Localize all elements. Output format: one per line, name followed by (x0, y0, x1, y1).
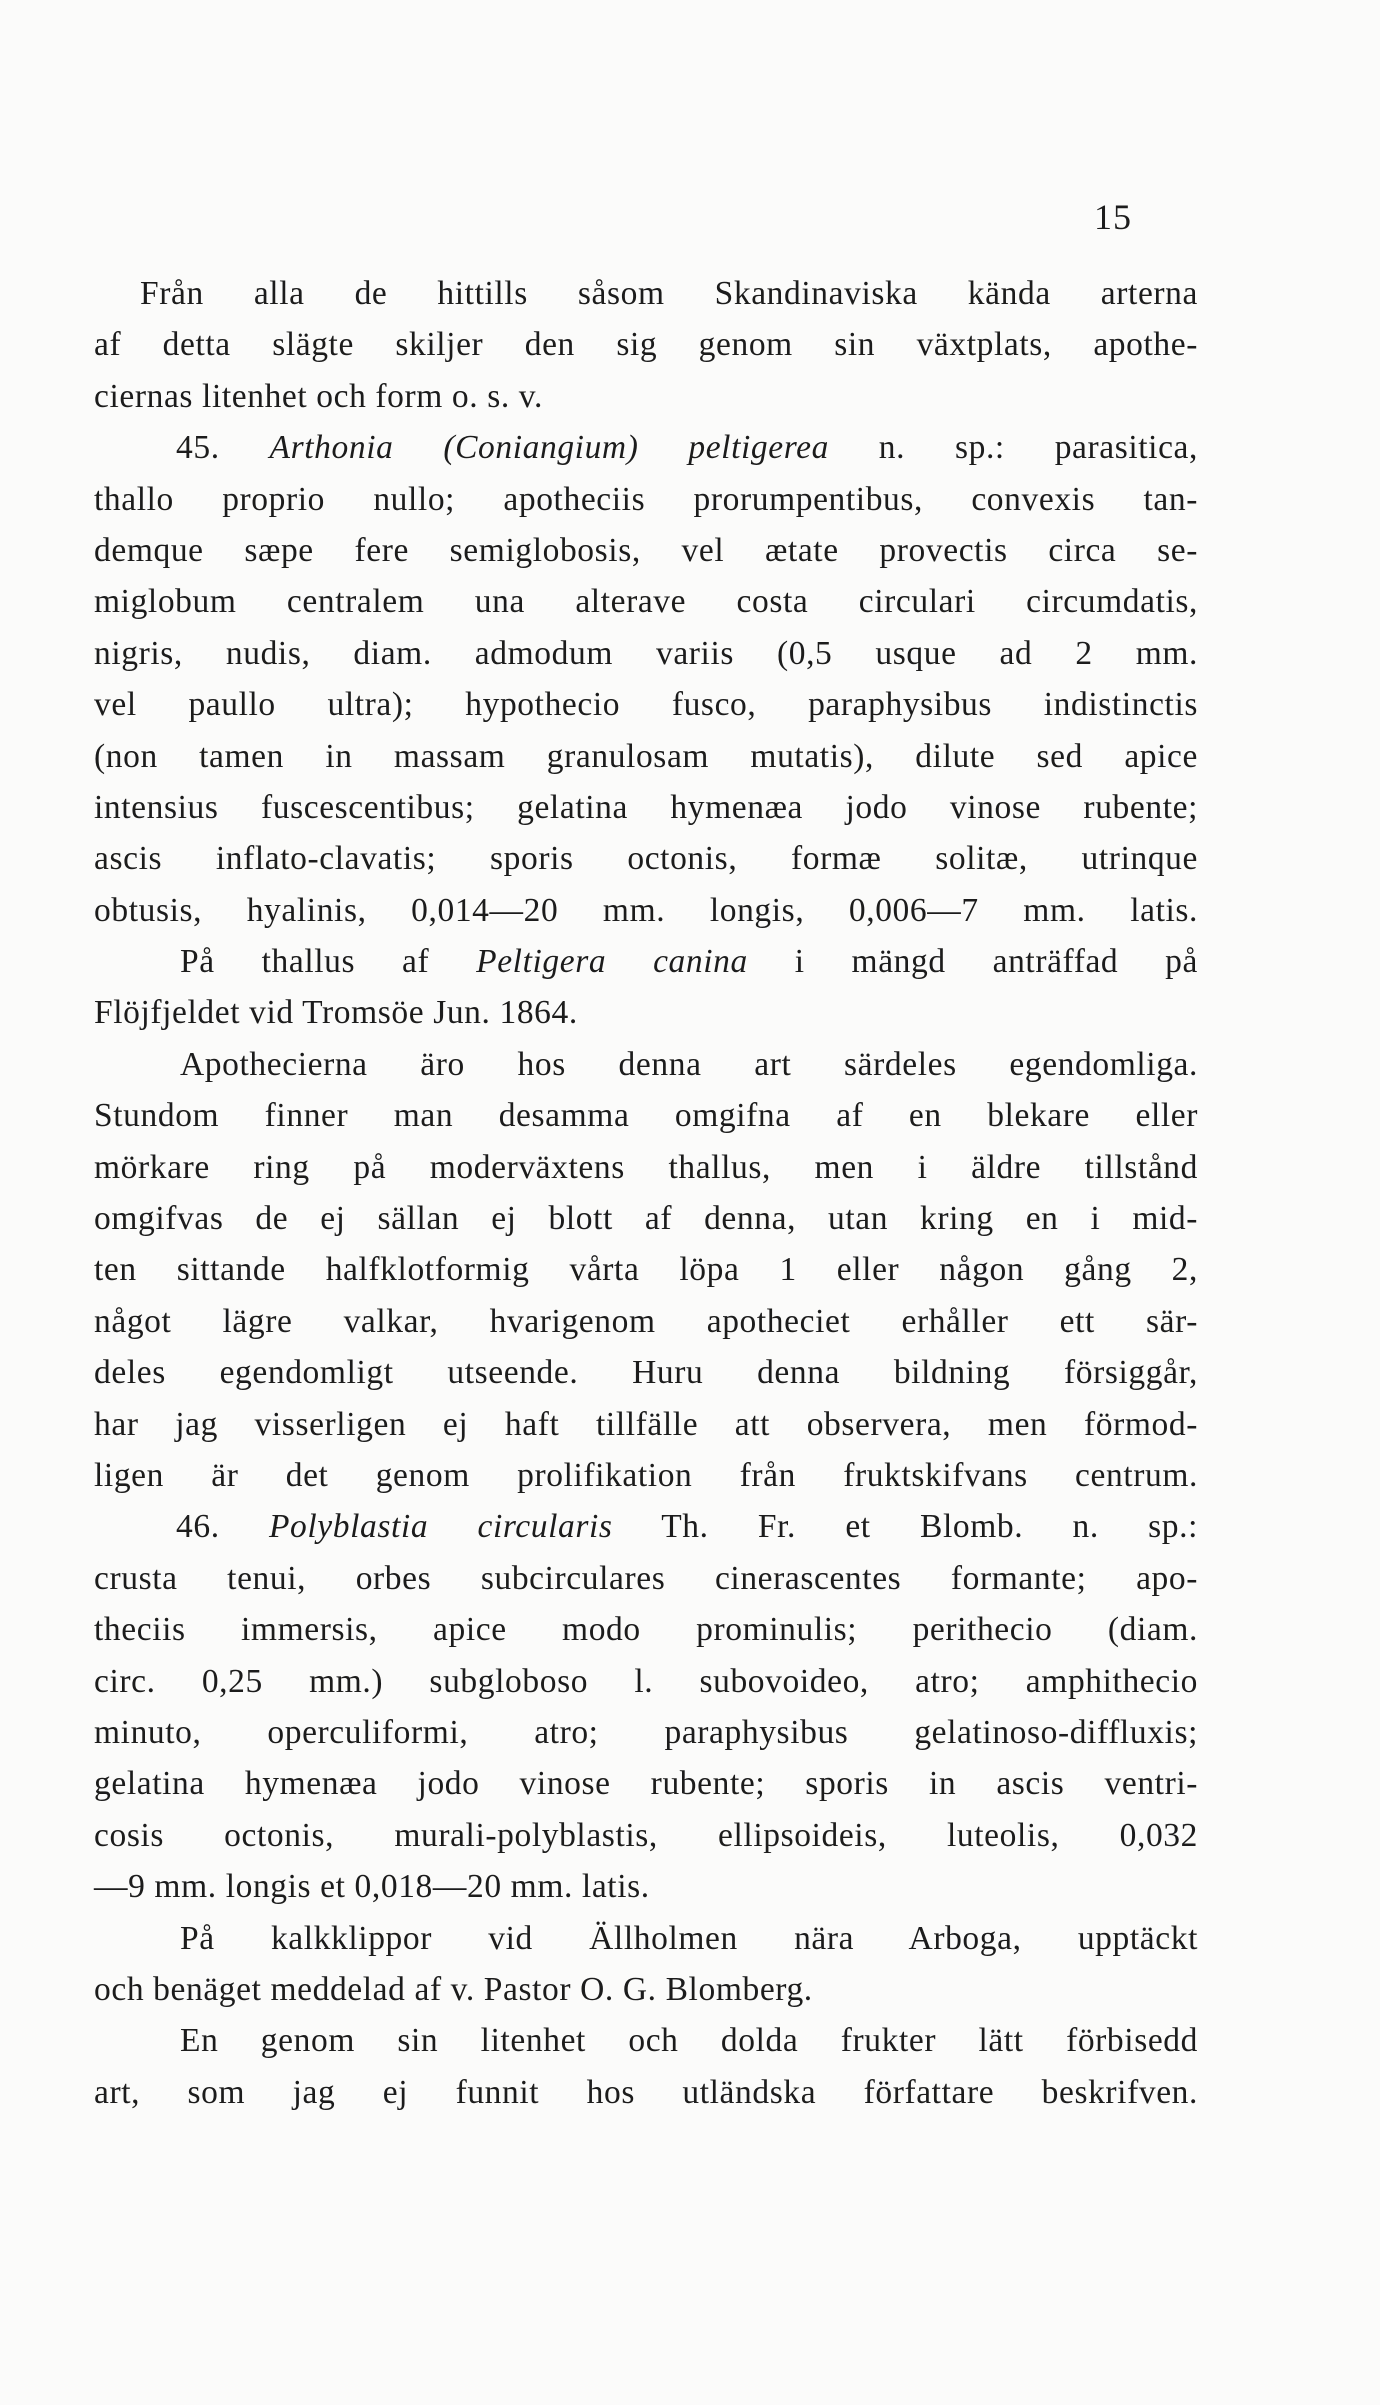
text-line: På kalkklippor vid Ällholmen nära Arboga, upptäckt (180, 1919, 1198, 1957)
text-line: theciis immersis, apice modo prominulis; perithecio (diam. (94, 1611, 1198, 1649)
text-line: Från alla de hittills såsom Skandinaviska kända arterna (140, 275, 1198, 312)
text-line: gelatina hymenæa jodo vinose rubente; sporis in ascis ventri- (94, 1765, 1198, 1803)
body-text (94, 268, 1198, 2118)
text-line: minuto, operculiformi, atro; paraphysibus gelatinoso-diffluxis; (94, 1713, 1198, 1751)
text-line: och benäget meddelad af v. Pastor O. G. Blomberg. (94, 1970, 813, 2008)
text-line (94, 936, 1198, 987)
text-line: ligen är det genom prolifikation från fruktskifvans centrum. (94, 1456, 1198, 1494)
text-line: cosis octonis, murali-polyblastis, ellipsoideis, luteolis, 0,032 (94, 1816, 1198, 1854)
text-line: art, som jag ej funnit hos utländska författare beskrifven. (94, 2073, 1198, 2111)
species-name: Arthonia (Coniangium) peltigerea (269, 429, 829, 467)
text-line: ascis inflato-clavatis; sporis octonis, formæ solitæ, utrinque (94, 840, 1198, 878)
text-line: mörkare ring på moderväxtens thallus, men i äldre tillstånd (94, 1148, 1198, 1186)
text-line: nigris, nudis, diam. admodum variis (0,5 usque ad 2 mm. (94, 634, 1198, 672)
species-authority: n. sp.: parasitica, (828, 429, 1199, 467)
text-line: thallo proprio nullo; apotheciis prorumpentibus, convexis tan- (94, 480, 1198, 518)
text-line: circ. 0,25 mm.) subgloboso l. subovoideo, atro; amphithecio (94, 1662, 1198, 1700)
text-line: (non tamen in massam granulosam mutatis), dilute sed apice (94, 737, 1198, 775)
species-name: Polyblastia circularis (268, 1508, 613, 1546)
text-line: demque sæpe fere semiglobosis, vel ætate provectis circa se- (94, 531, 1198, 569)
species-number: 45. (176, 429, 270, 467)
text-line: En genom sin litenhet och dolda frukter lätt förbisedd (180, 2022, 1198, 2060)
text-line: något lägre valkar, hvarigenom apotheciet erhåller ett sär- (94, 1302, 1198, 1340)
page-number: 15 (1094, 197, 1132, 237)
text-line: crusta tenui, orbes subcirculares cinerascentes formante; apo- (94, 1559, 1198, 1597)
text-line: obtusis, hyalinis, 0,014—20 mm. longis, 0,006—7 mm. latis. (94, 891, 1198, 929)
species-heading-line (94, 422, 1198, 473)
text-line: har jag visserligen ej haft tillfälle att observera, men förmod- (94, 1405, 1198, 1443)
text-line: deles egendomligt utseende. Huru denna bildning försiggår, (94, 1354, 1198, 1392)
host-name: Peltigera canina (476, 943, 748, 981)
species-authority: Th. Fr. et Blomb. n. sp.: (612, 1508, 1198, 1546)
text-line: Flöjfjeldet vid Tromsöe Jun. 1864. (94, 994, 578, 1032)
text-line: ten sittande halfklotformig vårta löpa 1 eller någon gång 2, (94, 1251, 1198, 1289)
text-line: miglobum centralem una alterave costa circulari circumdatis, (94, 583, 1198, 621)
text-line: Stundom finner man desamma omgifna af en blekare eller (94, 1097, 1198, 1135)
text-line: —9 mm. longis et 0,018—20 mm. latis. (94, 1868, 650, 1906)
text-line: af detta slägte skiljer den sig genom sin växtplats, apothe- (94, 326, 1198, 364)
species-number: 46. (176, 1508, 269, 1546)
text-fragment: i mängd anträffad på (747, 943, 1198, 981)
text-line: ciernas litenhet och form o. s. v. (94, 377, 543, 415)
text-line: omgifvas de ej sällan ej blott af denna, utan kring en i mid- (94, 1200, 1198, 1238)
text-fragment: På thallus af (180, 943, 477, 981)
text-line: intensius fuscescentibus; gelatina hymenæa jodo vinose rubente; (94, 788, 1198, 826)
text-line: vel paullo ultra); hypothecio fusco, paraphysibus indistinctis (94, 686, 1198, 724)
text-line: Apothecierna äro hos denna art särdeles egendomliga. (180, 1045, 1198, 1083)
species-heading-line (94, 1501, 1198, 1552)
